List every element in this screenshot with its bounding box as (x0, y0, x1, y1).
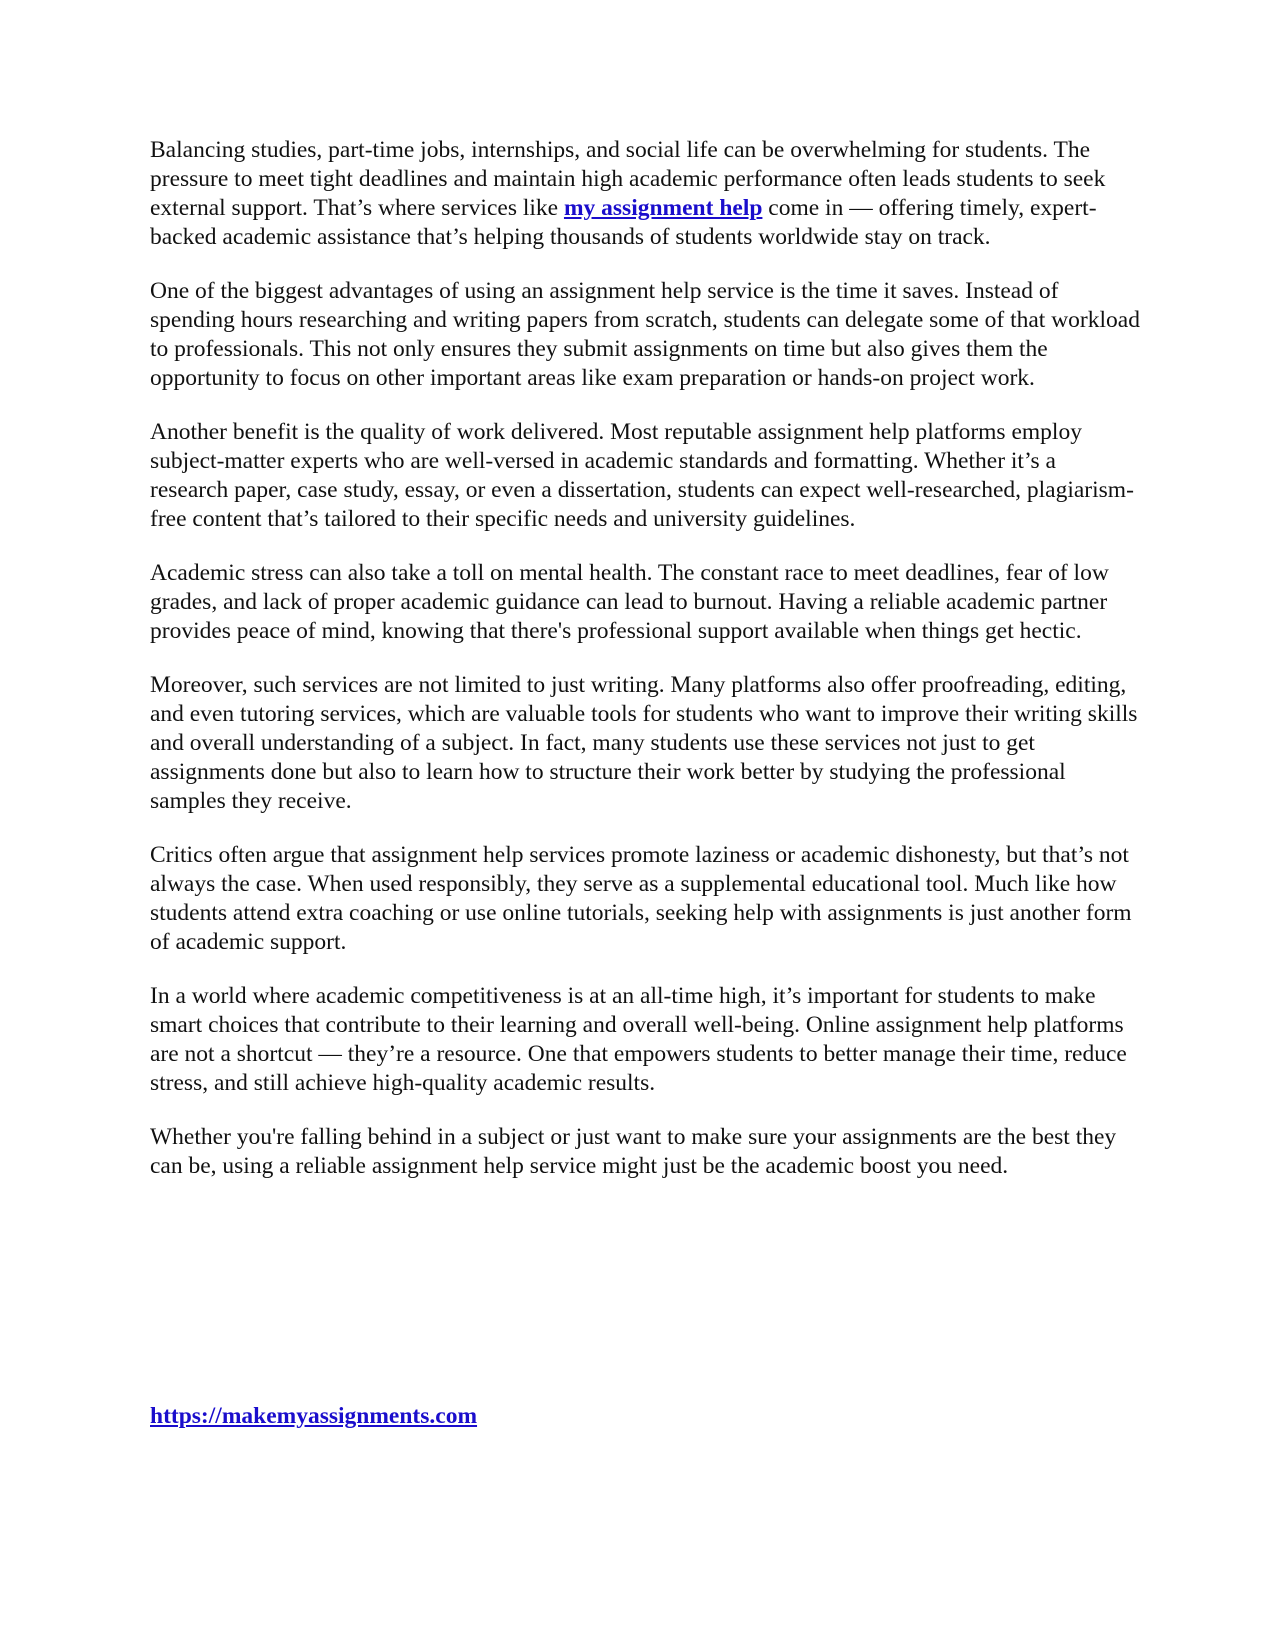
paragraph-quality: Another benefit is the quality of work delivered. Most reputable assignment help platforms employ subject-matter experts who are well-versed in academic standards and formatting. Whether it’s a research paper, case study, essay, or even a dissertation, students can expect well-researched, plagiarism-free content that’s tailored to their specific needs and university guidelines. (150, 419, 1134, 532)
paragraph-intro (150, 136, 1140, 252)
paragraph-critics: Critics often argue that assignment help services promote laziness or academic dishonesty, but that’s not always the case. When used responsibly, they serve as a supplemental educational tool. Much like how students attend extra coaching or use online tutorials, seeking help with assignments is just another form of academic support. (150, 842, 1132, 955)
document-body (150, 136, 1140, 1206)
paragraph-additional-services: Moreover, such services are not limited to just writing. Many platforms also offer proofreading, editing, and even tutoring services, which are valuable tools for students who want to improve their writing skills and overall understanding of a subject. In fact, many students use these services not just to get assignments done but also to learn how to structure their work better by studying the professional samples they receive. (150, 672, 1138, 814)
my-assignment-help-link[interactable]: my assignment help (563, 195, 763, 221)
paragraph-time-savings: One of the biggest advantages of using an assignment help service is the time it saves. Instead of spending hours researching and writing papers from scratch, students can delegate some of that workload to professionals. This not only ensures they submit assignments on time but also gives them the opportunity to focus on other important areas like exam preparation or hands-on project work. (150, 278, 1140, 391)
footer (150, 1402, 477, 1431)
paragraph-competitiveness: In a world where academic competitiveness is at an all-time high, it’s important for students to make smart choices that contribute to their learning and overall well-being. Online assignment help platforms are not a shortcut — they’re a resource. One that empowers students to better manage their time, reduce stress, and still achieve high-quality academic results. (150, 983, 1127, 1096)
paragraph-intro-text-after: come in — offering timely, expert-backed academic assistance that’s helping thousands of students worldwide stay on track. (150, 195, 1097, 250)
paragraph-intro-text-before: Balancing studies, part-time jobs, internships, and social life can be overwhelming for students. The pressure to meet tight deadlines and maintain high academic performance often leads students to seek external support. That’s where services like (150, 137, 1106, 221)
website-url-link[interactable]: https://makemyassignments.com (150, 1403, 478, 1429)
paragraph-mental-health: Academic stress can also take a toll on mental health. The constant race to meet deadlines, fear of low grades, and lack of proper academic guidance can lead to burnout. Having a reliable academic partner provides peace of mind, knowing that there's professional support available when things get hectic. (150, 560, 1109, 644)
paragraph-conclusion: Whether you're falling behind in a subject or just want to make sure your assignments are the best they can be, using a reliable assignment help service might just be the academic boost you need. (150, 1124, 1117, 1179)
